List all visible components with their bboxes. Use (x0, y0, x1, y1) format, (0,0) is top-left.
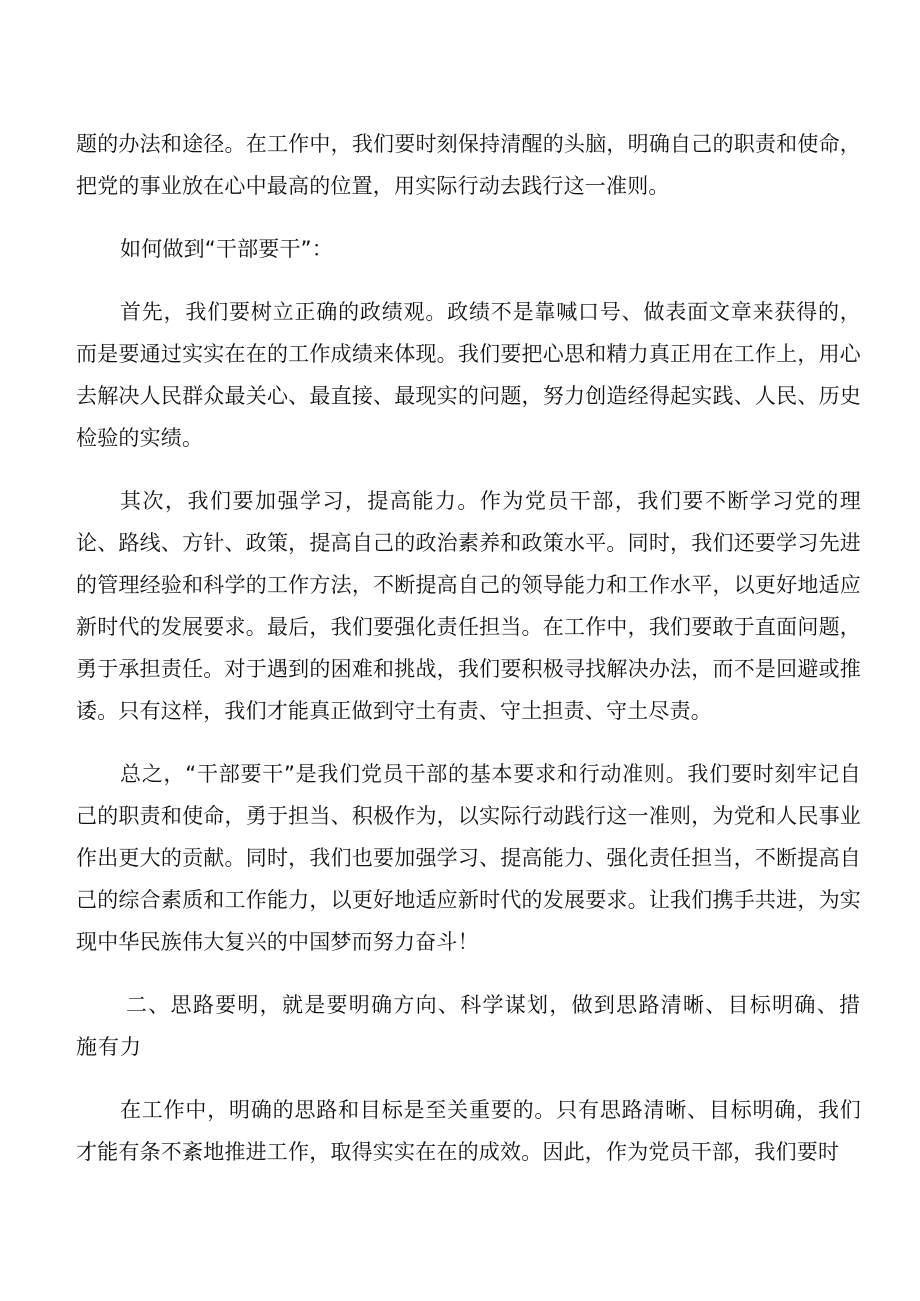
section-heading: 二、思路要明，就是要明确方向、科学谋划，做到思路清晰、目标明确、措施有力 (76, 993, 861, 1059)
paragraph-1: 题的办法和途径。在工作中，我们要时刻保持清醒的头脑，明确自己的职责和使命，把党的事业放在心中最高的位置，用实际行动去践行这一准则。 (76, 132, 861, 198)
paragraph-5: 总之，“干部要干”是我们党员干部的基本要求和行动准则。我们要时刻牢记自己的职责和使命，勇于担当、积极作为，以实际行动践行这一准则，为党和人民事业作出更大的贡献。同时，我们也要加强学习、提高能力、强化责任担当，不断提高自己的综合素质和工作能力，以更好地适应新时代的发展要求。让我们携手共进，为实现中华民族伟大复兴的中国梦而努力奋斗！ (76, 762, 861, 954)
paragraph-3: 首先，我们要树立正确的政绩观。政绩不是靠喊口号、做表面文章来获得的，而是要通过实实在在的工作成绩来体现。我们要把心思和精力真正用在工作上，用心去解决人民群众最关心、最直接、最现实的问题，努力创造经得起实践、人民、历史检验的实绩。 (76, 300, 861, 450)
paragraph-6: 在工作中，明确的思路和目标是至关重要的。只有思路清晰、目标明确，我们才能有条不紊地推进工作，取得实实在在的成效。因此，作为党员干部，我们要时 (76, 1098, 861, 1164)
paragraph-4: 其次，我们要加强学习，提高能力。作为党员干部，我们要不断学习党的理论、路线、方针、政策，提高自己的政治素养和政策水平。同时，我们还要学习先进的管理经验和科学的工作方法，不断提高自己的领导能力和工作水平，以更好地适应新时代的发展要求。最后，我们要强化责任担当。在工作中，我们要敢于直面问题，勇于承担责任。对于遇到的困难和挑战，我们要积极寻找解决办法，而不是回避或推诿。只有这样，我们才能真正做到守土有责、守土担责、守土尽责。 (76, 489, 861, 723)
paragraph-2: 如何做到“干部要干”： (120, 237, 333, 261)
